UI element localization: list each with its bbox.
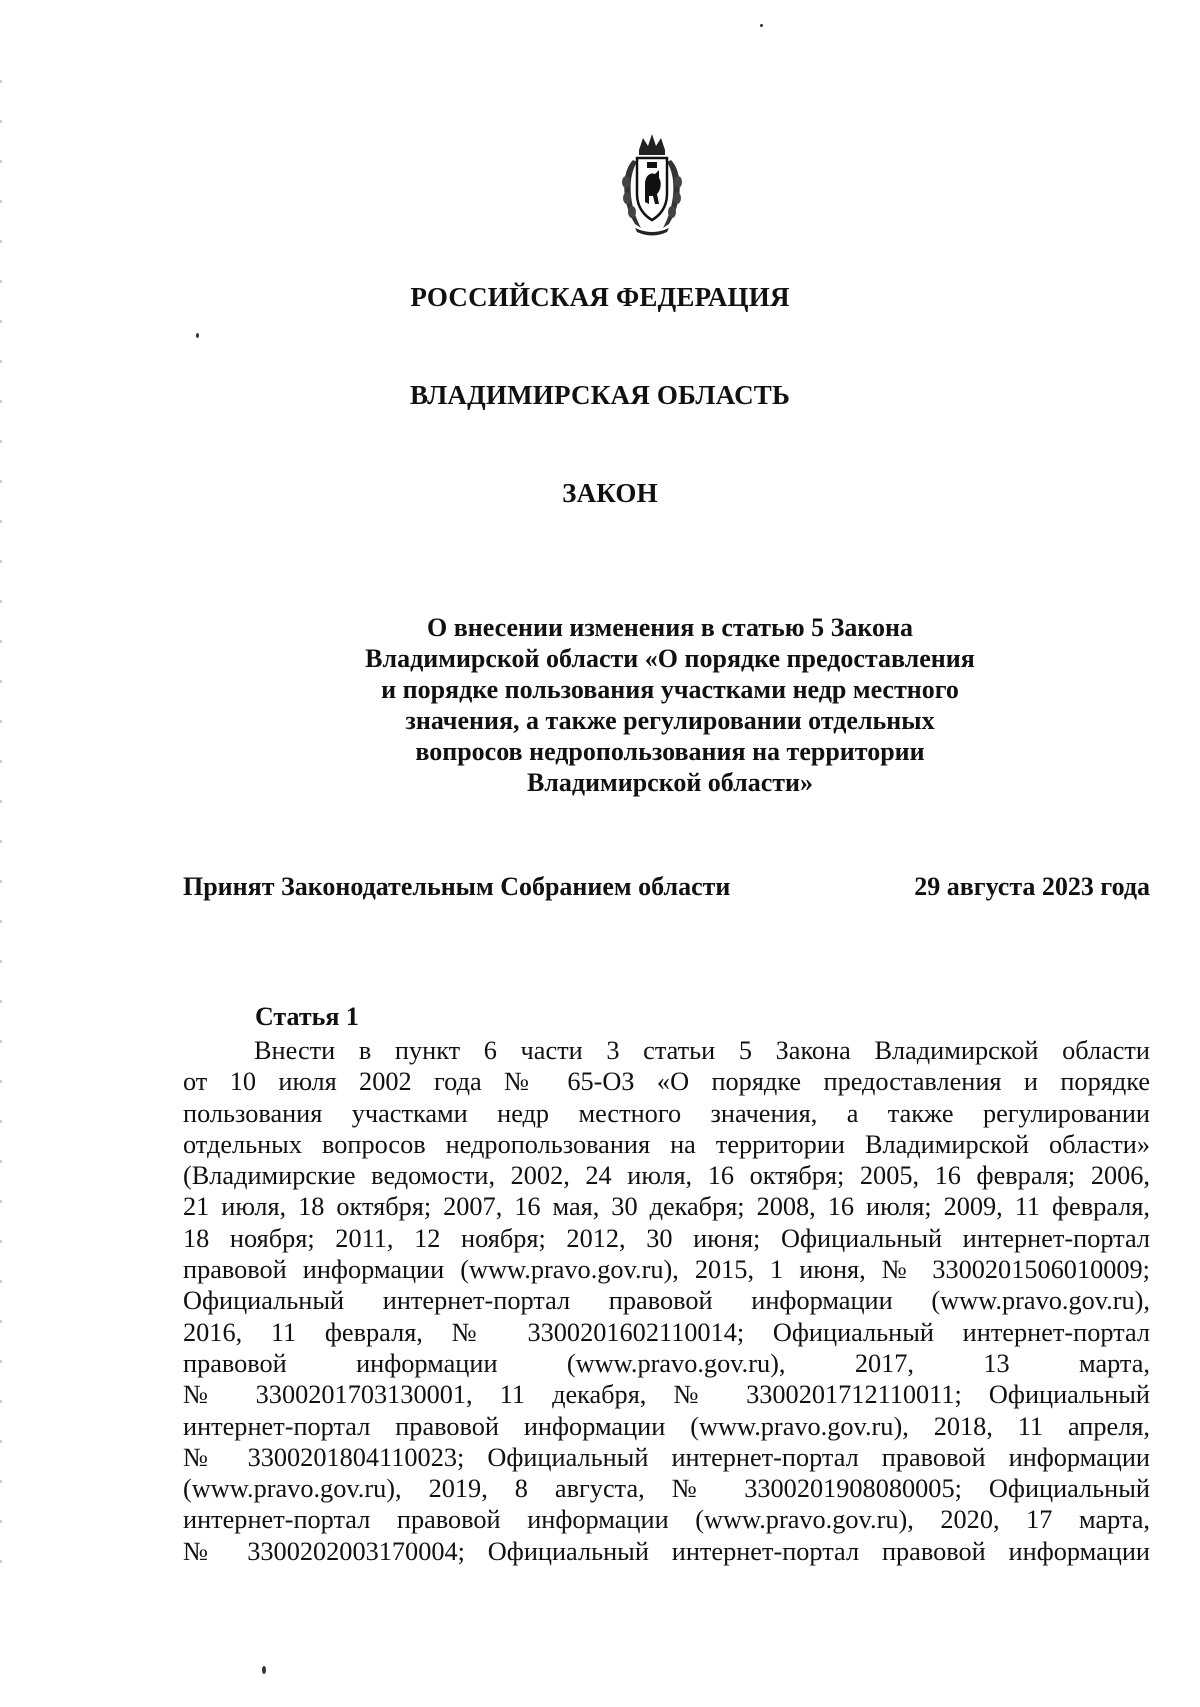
region-heading: ВЛАДИМИРСКАЯ ОБЛАСТЬ <box>409 380 791 410</box>
scan-speck <box>196 333 199 338</box>
article-line: интернет-портал правовой информации (www.pravo.gov.ru), 2020, 17 марта, <box>183 1505 1150 1535</box>
article-line: 2016, 11 февраля, № 3300201602110014; Официальный интернет-портал <box>183 1317 1150 1347</box>
law-title-line: и порядке пользования участками недр местного <box>381 675 959 704</box>
law-title-line: значения, а также регулировании отдельных <box>405 706 935 735</box>
law-title <box>260 612 1080 798</box>
adoption-line <box>183 872 1150 902</box>
article-line: Официальный интернет-портал правовой информации (www.pravo.gov.ru), <box>183 1286 1150 1316</box>
article-body <box>183 1035 1150 1567</box>
article-line: отдельных вопросов недропользования на территории Владимирской области» <box>183 1129 1150 1159</box>
scan-speck <box>760 24 763 27</box>
article-heading: Статья 1 <box>255 1002 359 1031</box>
country-heading: РОССИЙСКАЯ ФЕДЕРАЦИЯ <box>410 282 790 312</box>
article-line: № 3300201804110023; Официальный интернет-портал правовой информации <box>183 1442 1150 1472</box>
scan-speck <box>262 1666 266 1674</box>
adoption-date: 29 августа 2023 года <box>914 872 1150 901</box>
article-line: от 10 июля 2002 года № 65-ОЗ «О порядке предоставления и порядке <box>183 1067 1150 1097</box>
article-line: пользования участками недр местного значения, а также регулировании <box>183 1098 1150 1128</box>
article-line: (www.pravo.gov.ru), 2019, 8 августа, № 3300201908080005; Официальный <box>183 1474 1150 1504</box>
article-line: 18 ноября; 2011, 12 ноября; 2012, 30 июня; Официальный интернет-портал <box>183 1223 1150 1253</box>
article-line: Внести в пункт 6 части 3 статьи 5 Закона Владимирской области <box>254 1036 1150 1065</box>
law-title-line: вопросов недропользования на территории <box>415 737 925 766</box>
article-line: 21 июля, 18 октября; 2007, 16 мая, 30 декабря; 2008, 16 июля; 2009, 11 февраля, <box>183 1192 1150 1222</box>
document-type-heading: ЗАКОН <box>562 478 658 508</box>
article-line: правовой информации (www.pravo.gov.ru), 2017, 13 марта, <box>183 1348 1150 1378</box>
article-line: (Владимирские ведомости, 2002, 24 июля, 16 октября; 2005, 16 февраля; 2006, <box>183 1161 1150 1191</box>
article-line: № 3300202003170004; Официальный интернет-портал правовой информации <box>183 1536 1150 1566</box>
law-title-line: О внесении изменения в статью 5 Закона <box>426 613 914 642</box>
adoption-label: Принят Законодательным Собранием области <box>183 872 731 901</box>
coat-of-arms-icon <box>617 132 687 240</box>
law-title-line: Владимирской области» <box>526 768 814 797</box>
article-line: правовой информации (www.pravo.gov.ru), 2015, 1 июня, № 3300201506010009; <box>183 1255 1150 1285</box>
article-line: интернет-портал правовой информации (www.pravo.gov.ru), 2018, 11 апреля, <box>183 1411 1150 1441</box>
article-line: № 3300201703130001, 11 декабря, № 3300201712110011; Официальный <box>183 1380 1150 1410</box>
law-title-line: Владимирской области «О порядке предоставления <box>365 644 975 673</box>
